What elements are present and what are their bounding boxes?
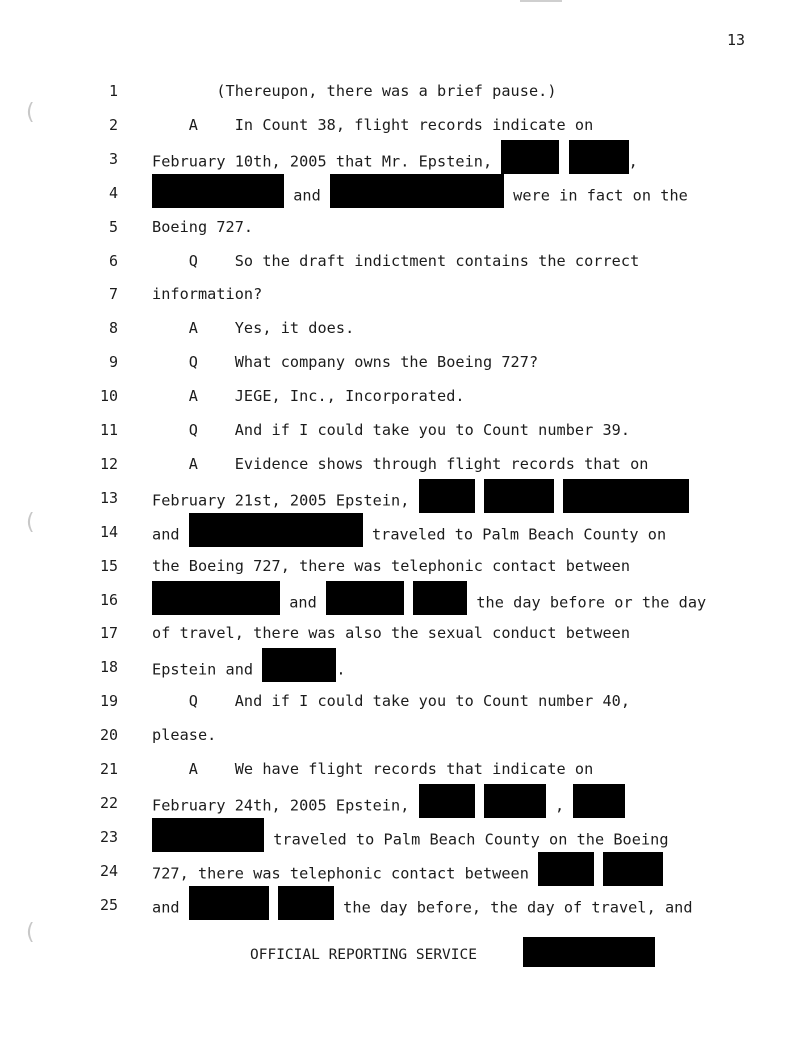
text-segment: and <box>152 898 189 917</box>
text-segment: Q What company owns the Boeing 727? <box>152 353 539 372</box>
punch-hole-mark: ( <box>26 510 35 535</box>
redaction-block <box>413 581 467 615</box>
line-text <box>152 557 630 575</box>
line-text <box>152 184 688 208</box>
line-text <box>152 489 689 513</box>
transcript-line <box>0 589 811 623</box>
line-text <box>152 319 354 337</box>
transcript-line <box>0 80 811 114</box>
text-segment <box>269 898 278 916</box>
transcript-line <box>0 114 811 148</box>
line-number: 16 <box>99 590 118 609</box>
transcript-line <box>0 487 811 521</box>
line-text <box>152 82 557 100</box>
page-number: 13 <box>727 31 746 49</box>
transcript-line <box>0 826 811 860</box>
line-text <box>152 862 663 886</box>
line-number: 2 <box>108 115 118 134</box>
line-text <box>152 387 465 405</box>
line-text <box>152 455 648 473</box>
scan-mark <box>520 0 562 2</box>
line-text <box>152 624 630 642</box>
transcript-line <box>0 182 811 216</box>
line-text <box>152 353 538 371</box>
text-segment: and <box>280 593 326 611</box>
text-segment <box>475 491 484 509</box>
text-segment: , <box>628 152 638 171</box>
punch-hole-mark: ( <box>26 100 35 125</box>
line-number: 3 <box>108 149 118 168</box>
transcript-line <box>0 216 811 250</box>
redaction-block <box>189 886 269 920</box>
punch-hole-mark: ( <box>26 920 35 945</box>
line-number: 22 <box>99 793 118 812</box>
text-segment: 727, there was telephonic contact between <box>152 864 539 883</box>
line-text <box>152 421 630 439</box>
text-segment: A Evidence shows through flight records that on <box>152 454 649 473</box>
transcript-line <box>0 758 811 792</box>
text-segment: and <box>152 525 189 544</box>
text-segment: were in fact on the <box>503 186 688 205</box>
line-number: 14 <box>99 522 118 541</box>
text-segment: Q So the draft indictment contains the correct <box>152 251 640 270</box>
transcript-line <box>0 622 811 656</box>
text-segment: , <box>545 796 574 815</box>
redaction-block <box>278 886 334 920</box>
transcript-line <box>0 453 811 487</box>
text-segment: Q And if I could take you to Count number 40, <box>152 692 631 711</box>
line-number: 7 <box>108 285 118 304</box>
text-segment: . <box>336 660 346 679</box>
redaction-block <box>484 479 554 513</box>
redaction-block <box>419 479 475 513</box>
line-number: 11 <box>99 421 118 439</box>
text-segment: and <box>284 186 330 205</box>
transcript-line <box>0 283 811 317</box>
text-segment: (Thereupon, there was a brief pause.) <box>152 82 557 100</box>
text-segment: the day before, the day of travel, and <box>333 898 693 917</box>
redaction-block <box>501 140 559 174</box>
transcript-line <box>0 250 811 284</box>
line-text <box>152 896 693 920</box>
text-segment: February 24th, 2005 Epstein, <box>152 796 419 815</box>
text-segment: Q And if I could take you to Count number 39. <box>152 421 631 439</box>
line-text <box>152 150 638 174</box>
text-segment: the Boeing 727, there was telephonic contact between <box>152 556 631 575</box>
redaction-block <box>603 852 663 886</box>
redaction-block <box>189 513 363 547</box>
text-segment <box>404 593 413 611</box>
line-number: 15 <box>99 556 118 575</box>
text-segment: February 10th, 2005 that Mr. Epstein, <box>152 152 502 171</box>
text-segment: information? <box>152 285 263 304</box>
line-text <box>152 658 346 682</box>
redaction-block <box>569 140 629 174</box>
text-segment <box>559 152 568 170</box>
text-segment: A JEGE, Inc., Incorporated. <box>152 387 465 406</box>
line-number: 4 <box>108 183 118 202</box>
line-number: 1 <box>108 82 118 100</box>
text-segment: February 21st, 2005 Epstein, <box>152 491 419 510</box>
transcript-line <box>0 656 811 690</box>
line-number: 6 <box>108 251 118 270</box>
transcript-line <box>0 385 811 419</box>
line-number: 24 <box>99 861 118 880</box>
text-segment <box>475 796 484 814</box>
text-segment: A In Count 38, flight records indicate on <box>152 115 594 134</box>
redaction-block <box>419 784 475 818</box>
redaction-block <box>326 581 404 615</box>
line-number: 9 <box>108 353 118 372</box>
text-segment: Epstein and <box>152 660 263 679</box>
line-number: 10 <box>99 387 118 406</box>
footer-text: OFFICIAL REPORTING SERVICE <box>250 947 477 963</box>
line-number: 25 <box>99 895 118 914</box>
line-text <box>152 523 666 547</box>
line-text <box>152 828 669 852</box>
line-number: 17 <box>99 624 118 643</box>
line-text <box>152 116 593 134</box>
redaction-block <box>152 174 284 208</box>
line-number: 19 <box>99 692 118 711</box>
text-segment <box>554 491 563 509</box>
transcript-line <box>0 724 811 758</box>
line-text <box>152 794 625 818</box>
transcript-line <box>0 690 811 724</box>
line-number: 5 <box>108 217 118 236</box>
line-number: 23 <box>99 827 118 846</box>
line-text <box>152 760 593 778</box>
line-number: 18 <box>99 658 118 677</box>
text-segment: Boeing 727. <box>152 217 254 236</box>
text-segment <box>594 864 603 882</box>
line-text <box>152 692 630 710</box>
line-number: 8 <box>108 319 118 338</box>
transcript-line <box>0 555 811 589</box>
redaction-block <box>330 174 504 208</box>
line-number: 21 <box>99 760 118 778</box>
redaction-block <box>152 581 280 615</box>
redaction-block <box>538 852 594 886</box>
transcript-line <box>0 860 811 894</box>
line-number: 12 <box>99 454 118 473</box>
redaction-block <box>484 784 546 818</box>
line-text <box>152 285 262 303</box>
text-segment: traveled to Palm Beach County on the Boeing <box>264 830 669 849</box>
line-text <box>152 252 639 270</box>
text-segment: of travel, there was also the sexual conduct between <box>152 624 631 643</box>
transcript-line <box>0 317 811 351</box>
line-text <box>152 218 253 236</box>
text-segment: please. <box>152 726 217 745</box>
redaction-block <box>563 479 689 513</box>
transcript-line <box>0 521 811 555</box>
transcript-line <box>0 792 811 826</box>
transcript-line <box>0 351 811 385</box>
text-segment: traveled to Palm Beach County on <box>362 525 667 544</box>
redaction-block <box>523 937 655 967</box>
redaction-block <box>152 818 264 852</box>
text-segment: A Yes, it does. <box>152 319 355 338</box>
line-number: 13 <box>99 488 118 507</box>
transcript-line <box>0 419 811 453</box>
transcript-line <box>0 894 811 928</box>
line-text <box>152 591 706 615</box>
line-number: 20 <box>99 726 118 745</box>
text-segment: the day before or the day <box>467 593 707 611</box>
redaction-block <box>573 784 625 818</box>
redaction-block <box>262 648 336 682</box>
line-text <box>152 726 216 744</box>
text-segment: A We have flight records that indicate on <box>152 760 594 778</box>
